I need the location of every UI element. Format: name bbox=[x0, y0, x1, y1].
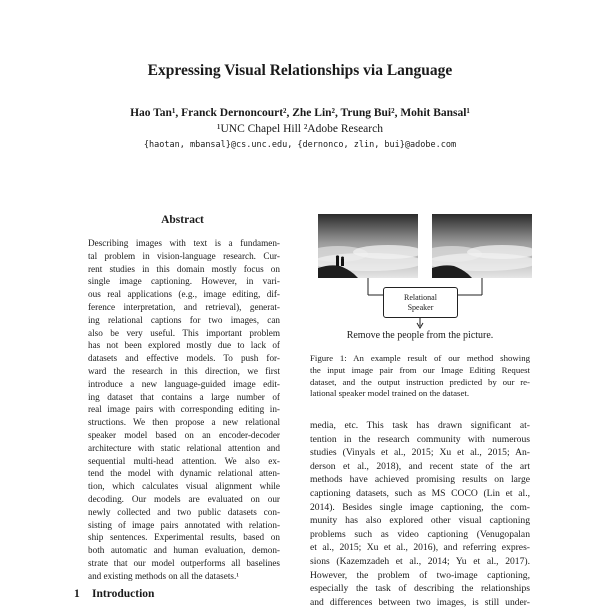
abstract-line: tal problem in vision-language research. Cur- bbox=[88, 250, 280, 261]
body-text-line: methods have achieved promising results on large bbox=[310, 474, 530, 486]
abstract-line: architecture with static relational attention and bbox=[88, 442, 280, 453]
caption-line: lational speaker model trained on the dataset. bbox=[310, 388, 470, 399]
author-emails: {haotan, mbansal}@cs.unc.edu, {dernonco, zlin, bui}@adobe.com bbox=[143, 140, 457, 150]
body-text-line: munity has also explored other visual captioning bbox=[310, 515, 530, 527]
abstract-line: both automatic and human evaluation, demon- bbox=[88, 545, 280, 556]
abstract-line: tend the model with dynamic relational atten- bbox=[88, 468, 280, 479]
abstract-line: ing dataset that contains a large number of bbox=[88, 391, 280, 402]
abstract-line: Describing images with text is a fundamen- bbox=[88, 238, 280, 248]
section-title: Introduction bbox=[92, 588, 155, 600]
abstract-line: has not been explored mostly due to lack of bbox=[88, 340, 280, 351]
abstract-line: single image captioning. However, in vari- bbox=[88, 276, 280, 287]
abstract-line: sisting of image pairs annotated with relation- bbox=[88, 519, 280, 530]
abstract-line: ference interpretation, and retrieval), generat- bbox=[88, 301, 280, 312]
predicted-instruction: Remove the people from the picture. bbox=[346, 330, 494, 341]
abstract-line: real image pairs with corresponding editing in- bbox=[88, 404, 280, 415]
abstract-line: ing relational captions for two images, can bbox=[88, 314, 280, 325]
speaker-label-line1: Relational bbox=[404, 292, 437, 302]
caption-line: the input image pair from our Image Editing Request bbox=[310, 364, 530, 375]
input-image-with-people bbox=[318, 214, 418, 278]
caption-line: Figure 1: An example result of our method showing bbox=[310, 353, 530, 363]
section-heading-introduction bbox=[74, 588, 154, 600]
paper-title: Expressing Visual Relationships via Language bbox=[147, 62, 453, 79]
abstract-heading: Abstract bbox=[161, 214, 204, 226]
abstract-line: also be very useful. This important problem bbox=[88, 327, 280, 338]
abstract-body bbox=[88, 237, 280, 583]
relational-speaker-box bbox=[383, 287, 458, 318]
author-list: Hao Tan¹, Franck Dernoncourt², Zhe Lin², Trung Bui², Mohit Bansal¹ bbox=[130, 107, 470, 119]
abstract-line: introduce a new language-guided image edit- bbox=[88, 378, 280, 389]
body-text-line: However, the problem of two-image captioning, bbox=[310, 569, 530, 581]
output-image-without-people bbox=[432, 214, 532, 278]
body-text-line: captioning datasets, such as MS COCO (Lin et al., bbox=[310, 487, 530, 499]
body-text-line: sions (Kazemzadeh et al., 2014; Yu et al., 2017). bbox=[310, 555, 530, 567]
abstract-line: tion, which calculates visual alignment while bbox=[88, 481, 280, 492]
abstract-line: ward the research in this direction, we first bbox=[88, 365, 280, 376]
abstract-line: rent studies in this domain mostly focus on bbox=[88, 263, 280, 274]
body-text-line: tention in the research community with numerous bbox=[310, 433, 530, 445]
body-text-line: et al., 2015; Xu et al., 2016), and referring expres- bbox=[310, 542, 530, 554]
body-text-line: and differences between two images, is still under- bbox=[310, 596, 530, 608]
abstract-line: and existing methods on all the datasets.¹ bbox=[88, 570, 240, 581]
section-number: 1 bbox=[74, 588, 80, 600]
abstract-line: ous real applications (e.g., image editing, dif- bbox=[88, 289, 280, 300]
abstract-line: newly collected and two public datasets con- bbox=[88, 506, 280, 517]
body-text-line: media, etc. This task has drawn significant at- bbox=[310, 420, 530, 431]
abstract-line: structions. We then propose a new relational bbox=[88, 417, 280, 428]
figure-caption bbox=[310, 353, 530, 400]
speaker-label-line2: Speaker bbox=[407, 302, 434, 312]
body-text-line: especially the task of describing the relationships bbox=[310, 583, 530, 595]
abstract-line: strate that our model outperforms all baselines bbox=[88, 557, 280, 568]
abstract-line: speaker model based on an encoder-decoder bbox=[88, 429, 280, 440]
abstract-line: ship sentences. Experimental results, based on bbox=[88, 532, 280, 543]
affiliations: ¹UNC Chapel Hill ²Adobe Research bbox=[217, 123, 383, 135]
introduction-right-column bbox=[310, 419, 530, 609]
abstract-line: datasets and effective models. To push for- bbox=[88, 353, 280, 364]
abstract-line: decoding. Our models are evaluated on our bbox=[88, 493, 280, 504]
abstract-line: sequential multi-head attention. We also ex- bbox=[88, 455, 280, 466]
body-text-line: studies (Vinyals et al., 2015; Xu et al., 2015; An- bbox=[310, 447, 530, 459]
body-text-line: 2014). Besides single image captioning, the com- bbox=[310, 501, 530, 513]
caption-line: dataset, and the output instruction predicted by our re- bbox=[310, 376, 530, 387]
body-text-line: derson et al., 2018), and recent state of the art bbox=[310, 460, 530, 472]
body-text-line: problems such as video captioning (Venugopalan bbox=[310, 528, 530, 540]
